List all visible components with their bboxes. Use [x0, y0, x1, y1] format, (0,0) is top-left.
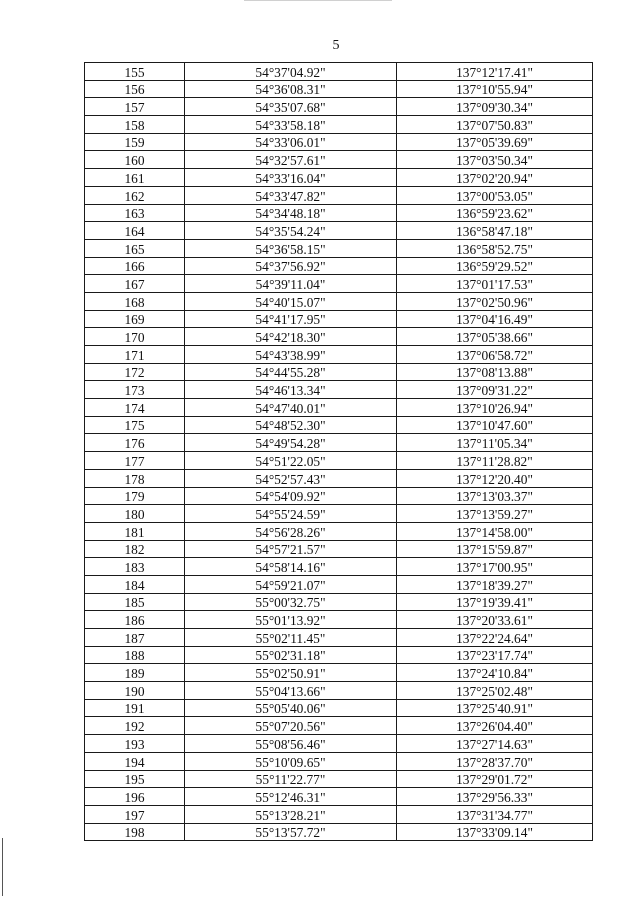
table-row: [85, 452, 593, 470]
point-number-cell: 160: [85, 151, 185, 169]
latitude-cell: 54°33'16.04": [185, 169, 397, 187]
latitude-cell: 54°37'56.92": [185, 257, 397, 275]
longitude-cell: 137°17'00.95": [397, 558, 593, 576]
latitude-cell: 54°33'47.82": [185, 186, 397, 204]
longitude-cell: 137°00'53.05": [397, 186, 593, 204]
latitude-cell: 54°43'38.99": [185, 346, 397, 364]
latitude-cell: 55°02'31.18": [185, 646, 397, 664]
latitude-cell: 54°59'21.07": [185, 575, 397, 593]
latitude-cell: 54°44'55.28": [185, 363, 397, 381]
point-number-cell: 157: [85, 98, 185, 116]
table-row: [85, 611, 593, 629]
point-number-cell: 155: [85, 63, 185, 81]
point-number-cell: 178: [85, 469, 185, 487]
point-number-cell: 189: [85, 664, 185, 682]
longitude-cell: 137°29'01.72": [397, 770, 593, 788]
table-row: [85, 699, 593, 717]
point-number-cell: 193: [85, 735, 185, 753]
point-number-cell: 194: [85, 752, 185, 770]
table-row: [85, 239, 593, 257]
longitude-cell: 137°15'59.87": [397, 540, 593, 558]
table-row: [85, 169, 593, 187]
table-row: [85, 805, 593, 823]
table-row: [85, 381, 593, 399]
point-number-cell: 171: [85, 346, 185, 364]
latitude-cell: 55°08'56.46": [185, 735, 397, 753]
latitude-cell: 54°40'15.07": [185, 292, 397, 310]
longitude-cell: 137°33'09.14": [397, 823, 593, 841]
longitude-cell: 137°25'02.48": [397, 682, 593, 700]
latitude-cell: 54°36'58.15": [185, 239, 397, 257]
table-row: [85, 222, 593, 240]
table-row: [85, 204, 593, 222]
table-row: [85, 257, 593, 275]
longitude-cell: 137°20'33.61": [397, 611, 593, 629]
top-rule: [244, 0, 392, 1]
point-number-cell: 158: [85, 116, 185, 134]
latitude-cell: 54°54'09.92": [185, 487, 397, 505]
point-number-cell: 196: [85, 788, 185, 806]
latitude-cell: 55°10'09.65": [185, 752, 397, 770]
longitude-cell: 137°12'17.41": [397, 63, 593, 81]
latitude-cell: 54°47'40.01": [185, 399, 397, 417]
longitude-cell: 137°14'58.00": [397, 522, 593, 540]
latitude-cell: 54°56'28.26": [185, 522, 397, 540]
point-number-cell: 190: [85, 682, 185, 700]
table-row: [85, 487, 593, 505]
point-number-cell: 192: [85, 717, 185, 735]
longitude-cell: 137°31'34.77": [397, 805, 593, 823]
point-number-cell: 175: [85, 416, 185, 434]
table-row: [85, 558, 593, 576]
table-row: [85, 575, 593, 593]
longitude-cell: 137°09'31.22": [397, 381, 593, 399]
point-number-cell: 167: [85, 275, 185, 293]
point-number-cell: 185: [85, 593, 185, 611]
table-row: [85, 505, 593, 523]
latitude-cell: 55°07'20.56": [185, 717, 397, 735]
table-row: [85, 752, 593, 770]
latitude-cell: 55°05'40.06": [185, 699, 397, 717]
latitude-cell: 54°55'24.59": [185, 505, 397, 523]
point-number-cell: 191: [85, 699, 185, 717]
latitude-cell: 54°52'57.43": [185, 469, 397, 487]
latitude-cell: 55°13'28.21": [185, 805, 397, 823]
latitude-cell: 54°37'04.92": [185, 63, 397, 81]
point-number-cell: 195: [85, 770, 185, 788]
longitude-cell: 137°19'39.41": [397, 593, 593, 611]
point-number-cell: 188: [85, 646, 185, 664]
latitude-cell: 54°32'57.61": [185, 151, 397, 169]
table-row: [85, 292, 593, 310]
table-row: [85, 434, 593, 452]
point-number-cell: 156: [85, 80, 185, 98]
longitude-cell: 137°01'17.53": [397, 275, 593, 293]
point-number-cell: 166: [85, 257, 185, 275]
longitude-cell: 137°02'20.94": [397, 169, 593, 187]
longitude-cell: 137°23'17.74": [397, 646, 593, 664]
latitude-cell: 55°02'50.91": [185, 664, 397, 682]
table-row: [85, 328, 593, 346]
table-row: [85, 186, 593, 204]
latitude-cell: 54°49'54.28": [185, 434, 397, 452]
latitude-cell: 55°00'32.75": [185, 593, 397, 611]
table-row: [85, 682, 593, 700]
latitude-cell: 54°39'11.04": [185, 275, 397, 293]
table-row: [85, 717, 593, 735]
point-number-cell: 159: [85, 133, 185, 151]
table-row: [85, 63, 593, 81]
longitude-cell: 137°05'38.66": [397, 328, 593, 346]
longitude-cell: 137°27'14.63": [397, 735, 593, 753]
table-row: [85, 363, 593, 381]
table-row: [85, 770, 593, 788]
table-row: [85, 664, 593, 682]
latitude-cell: 55°12'46.31": [185, 788, 397, 806]
point-number-cell: 187: [85, 629, 185, 647]
table-row: [85, 310, 593, 328]
longitude-cell: 137°13'03.37": [397, 487, 593, 505]
point-number-cell: 173: [85, 381, 185, 399]
longitude-cell: 137°03'50.34": [397, 151, 593, 169]
point-number-cell: 184: [85, 575, 185, 593]
table-row: [85, 646, 593, 664]
point-number-cell: 164: [85, 222, 185, 240]
latitude-cell: 54°35'07.68": [185, 98, 397, 116]
longitude-cell: 137°04'16.49": [397, 310, 593, 328]
table-row: [85, 788, 593, 806]
longitude-cell: 137°11'28.82": [397, 452, 593, 470]
longitude-cell: 137°05'39.69": [397, 133, 593, 151]
latitude-cell: 55°04'13.66": [185, 682, 397, 700]
latitude-cell: 54°48'52.30": [185, 416, 397, 434]
point-number-cell: 176: [85, 434, 185, 452]
point-number-cell: 181: [85, 522, 185, 540]
coordinates-table-body: [85, 63, 593, 841]
longitude-cell: 136°59'29.52": [397, 257, 593, 275]
point-number-cell: 186: [85, 611, 185, 629]
point-number-cell: 170: [85, 328, 185, 346]
latitude-cell: 55°11'22.77": [185, 770, 397, 788]
point-number-cell: 161: [85, 169, 185, 187]
latitude-cell: 54°57'21.57": [185, 540, 397, 558]
point-number-cell: 174: [85, 399, 185, 417]
longitude-cell: 136°59'23.62": [397, 204, 593, 222]
longitude-cell: 137°25'40.91": [397, 699, 593, 717]
point-number-cell: 165: [85, 239, 185, 257]
latitude-cell: 54°42'18.30": [185, 328, 397, 346]
table-row: [85, 823, 593, 841]
longitude-cell: 136°58'52.75": [397, 239, 593, 257]
latitude-cell: 54°51'22.05": [185, 452, 397, 470]
left-edge-mark: [2, 838, 3, 896]
table-row: [85, 98, 593, 116]
latitude-cell: 54°33'58.18": [185, 116, 397, 134]
point-number-cell: 172: [85, 363, 185, 381]
longitude-cell: 136°58'47.18": [397, 222, 593, 240]
latitude-cell: 54°41'17.95": [185, 310, 397, 328]
table-row: [85, 540, 593, 558]
table-row: [85, 346, 593, 364]
longitude-cell: 137°29'56.33": [397, 788, 593, 806]
latitude-cell: 54°36'08.31": [185, 80, 397, 98]
longitude-cell: 137°02'50.96": [397, 292, 593, 310]
latitude-cell: 54°33'06.01": [185, 133, 397, 151]
latitude-cell: 54°58'14.16": [185, 558, 397, 576]
table-row: [85, 80, 593, 98]
longitude-cell: 137°10'26.94": [397, 399, 593, 417]
point-number-cell: 169: [85, 310, 185, 328]
table-row: [85, 399, 593, 417]
coordinates-table: [84, 62, 593, 841]
point-number-cell: 180: [85, 505, 185, 523]
table-row: [85, 151, 593, 169]
longitude-cell: 137°13'59.27": [397, 505, 593, 523]
table-row: [85, 522, 593, 540]
longitude-cell: 137°24'10.84": [397, 664, 593, 682]
table-row: [85, 116, 593, 134]
longitude-cell: 137°22'24.64": [397, 629, 593, 647]
longitude-cell: 137°10'47.60": [397, 416, 593, 434]
longitude-cell: 137°18'39.27": [397, 575, 593, 593]
latitude-cell: 54°46'13.34": [185, 381, 397, 399]
point-number-cell: 162: [85, 186, 185, 204]
latitude-cell: 55°13'57.72": [185, 823, 397, 841]
point-number-cell: 198: [85, 823, 185, 841]
longitude-cell: 137°28'37.70": [397, 752, 593, 770]
table-row: [85, 735, 593, 753]
point-number-cell: 197: [85, 805, 185, 823]
point-number-cell: 179: [85, 487, 185, 505]
table-row: [85, 275, 593, 293]
point-number-cell: 177: [85, 452, 185, 470]
latitude-cell: 55°01'13.92": [185, 611, 397, 629]
latitude-cell: 55°02'11.45": [185, 629, 397, 647]
page-number: 5: [332, 38, 340, 53]
longitude-cell: 137°09'30.34": [397, 98, 593, 116]
latitude-cell: 54°35'54.24": [185, 222, 397, 240]
point-number-cell: 183: [85, 558, 185, 576]
point-number-cell: 168: [85, 292, 185, 310]
table-row: [85, 416, 593, 434]
longitude-cell: 137°06'58.72": [397, 346, 593, 364]
longitude-cell: 137°12'20.40": [397, 469, 593, 487]
table-row: [85, 469, 593, 487]
longitude-cell: 137°08'13.88": [397, 363, 593, 381]
longitude-cell: 137°10'55.94": [397, 80, 593, 98]
table-row: [85, 593, 593, 611]
table-row: [85, 133, 593, 151]
table-row: [85, 629, 593, 647]
longitude-cell: 137°07'50.83": [397, 116, 593, 134]
latitude-cell: 54°34'48.18": [185, 204, 397, 222]
longitude-cell: 137°11'05.34": [397, 434, 593, 452]
point-number-cell: 163: [85, 204, 185, 222]
longitude-cell: 137°26'04.40": [397, 717, 593, 735]
point-number-cell: 182: [85, 540, 185, 558]
